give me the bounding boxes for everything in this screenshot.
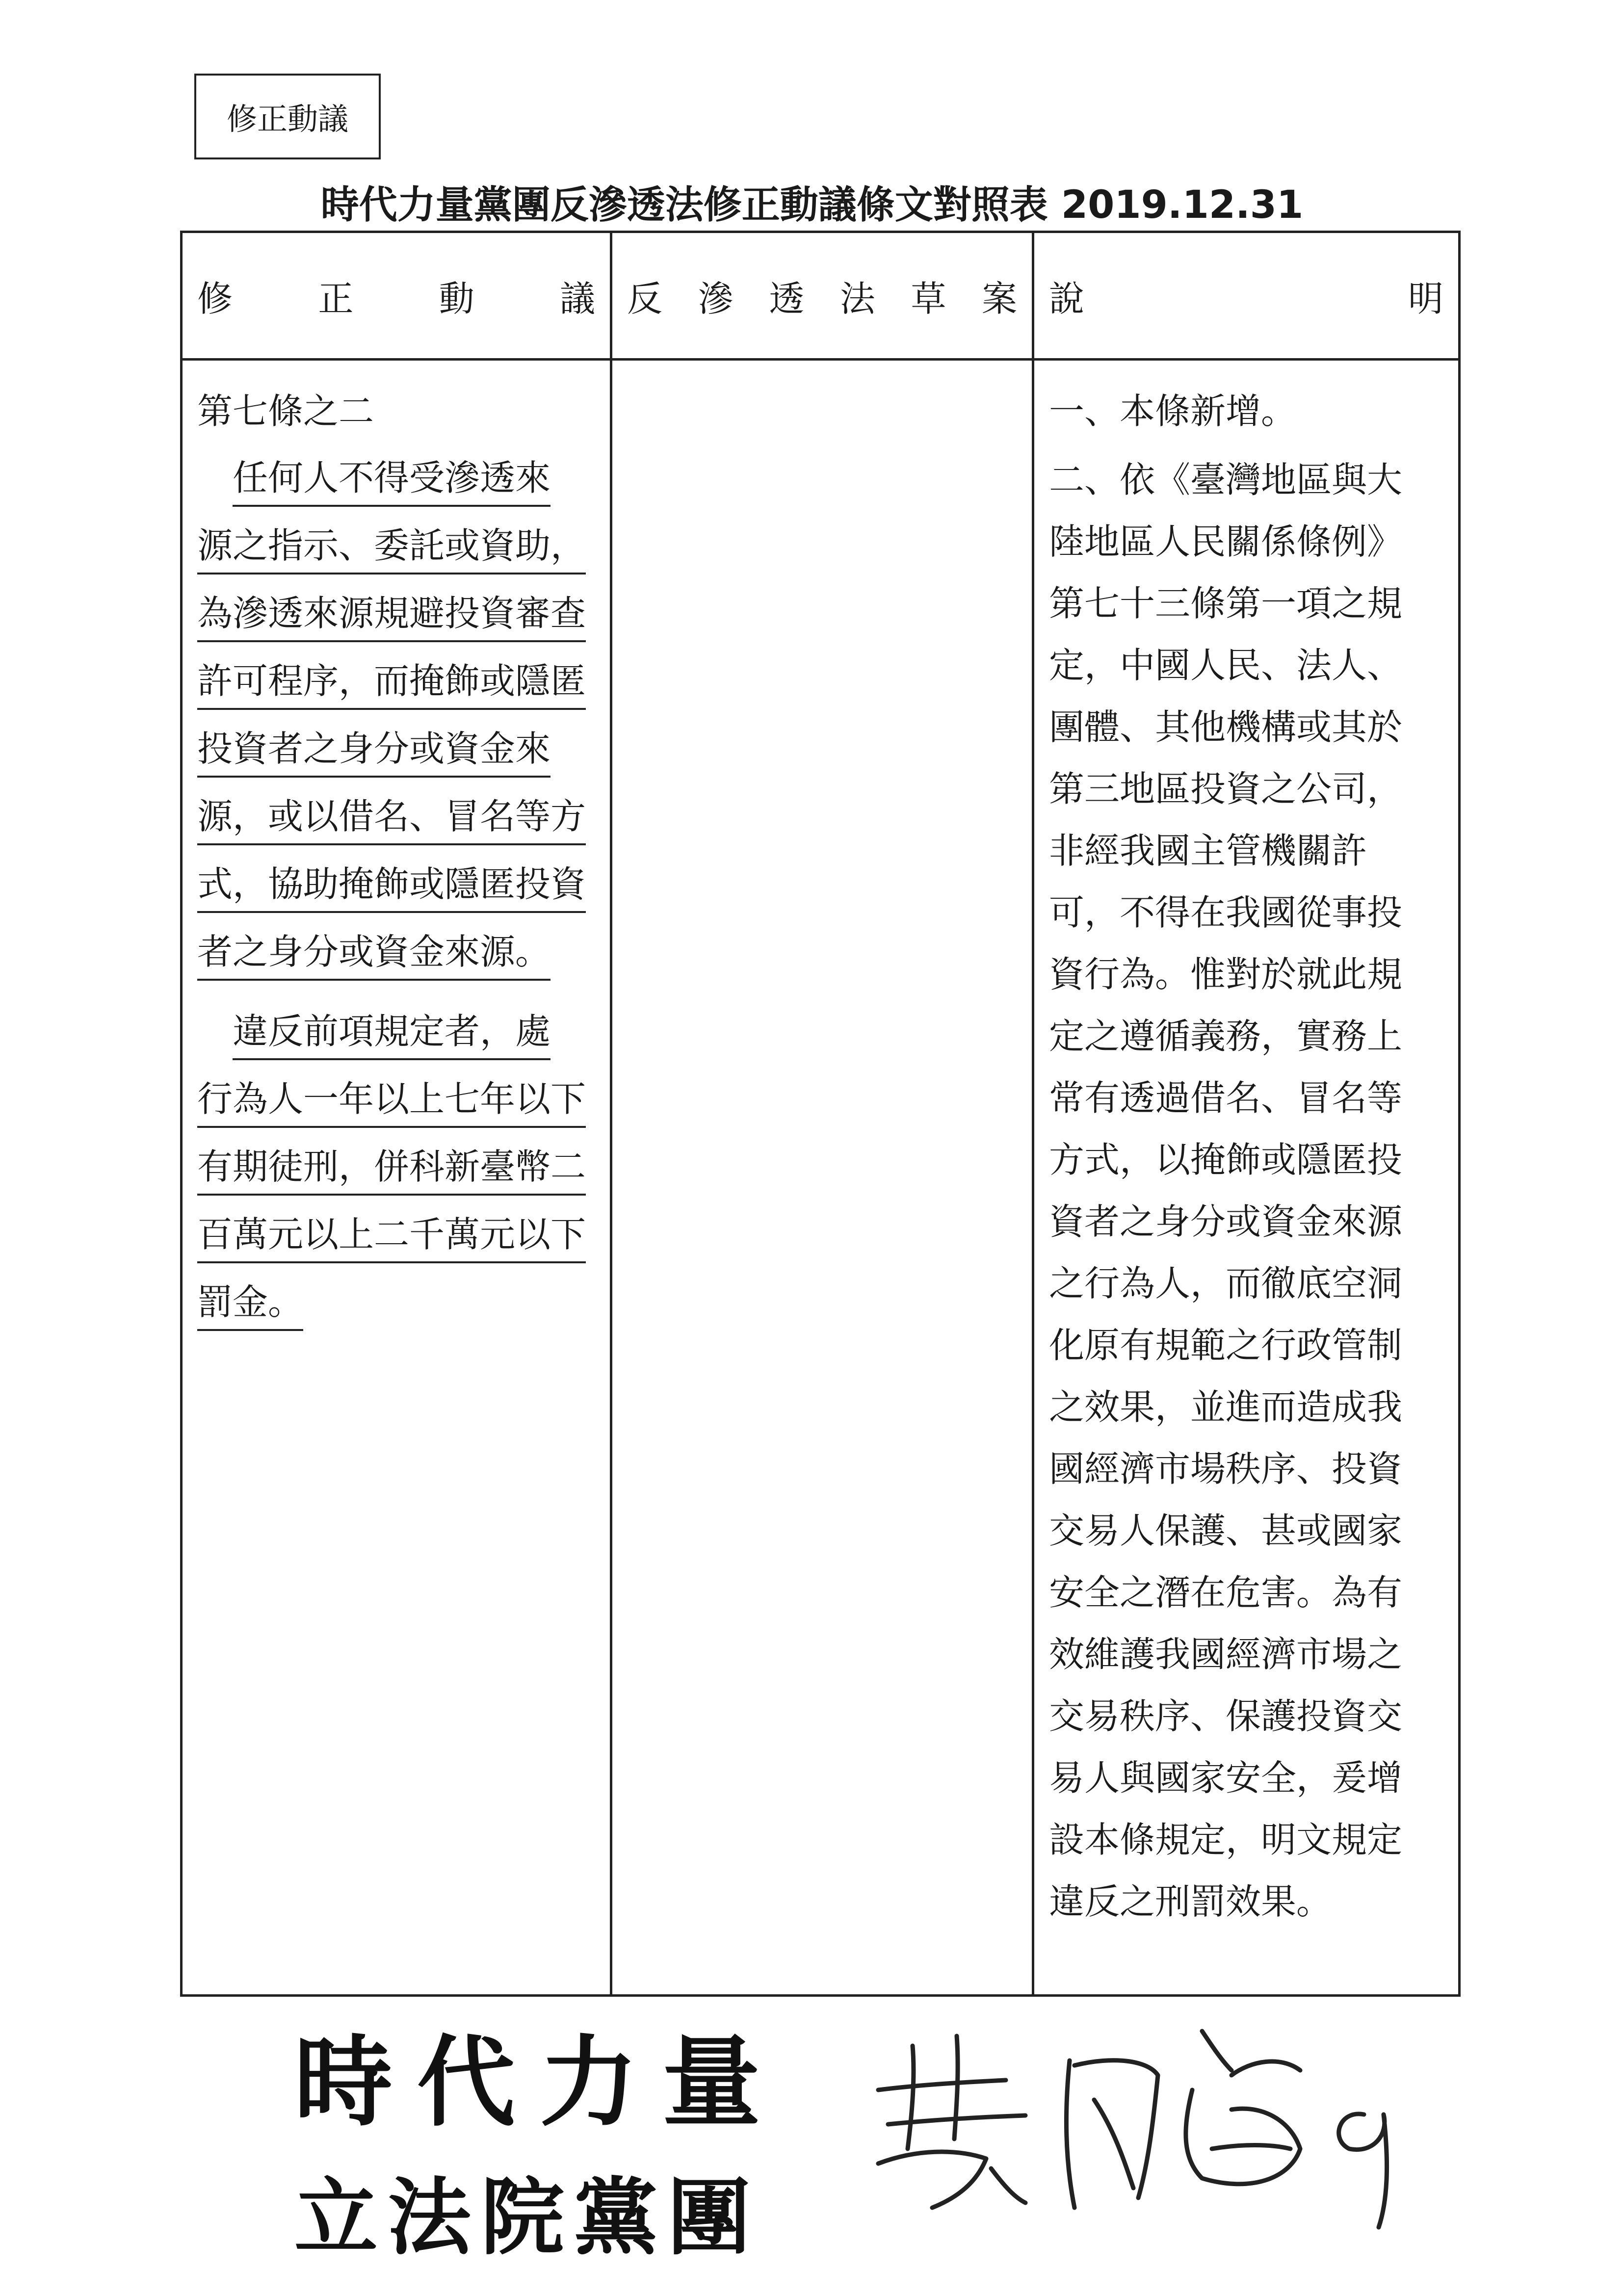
explanation-line: 常有透過借名、冒名等 [1049, 1077, 1403, 1119]
header-char: 透 [769, 278, 805, 319]
table-row [182, 360, 1460, 1996]
explanation-line: 資者之身分或資金來源 [1049, 1201, 1403, 1242]
header-char: 修 [197, 278, 233, 319]
explanation-line: 違反之刑罰效果。 [1049, 1881, 1332, 1922]
explanation-line: 團體、其他機構或其於 [1049, 706, 1403, 748]
draft-cell [611, 360, 1033, 1996]
header-explanation [1033, 232, 1460, 360]
amendment-line: 源之指示、委託或資助， [197, 519, 586, 574]
header-char: 案 [981, 278, 1017, 319]
header-char: 明 [1408, 278, 1443, 319]
header-char: 草 [911, 278, 946, 319]
explanation-line: 之效果，並進而造成我 [1049, 1386, 1403, 1428]
document-title: 時代力量黨團反滲透法修正動議條文對照表 2019.12.31 [320, 183, 1304, 227]
amendment-line: 任何人不得受滲透來 [233, 451, 550, 507]
explanation-line: 化原有規範之行政管制 [1049, 1325, 1403, 1366]
amendment-line: 者之身分或資金來源。 [197, 925, 550, 981]
stamp-line-1: 時代力量 [294, 2025, 786, 2140]
explanation-line: 資行為。惟對於就此規 [1049, 954, 1403, 995]
explanation-line: 第七十三條第一項之規 [1049, 583, 1403, 624]
explanation-line: 設本條規定，明文規定 [1049, 1819, 1403, 1860]
explanation-line: 方式，以掩飾或隱匿投 [1049, 1139, 1403, 1180]
explanation-line: 交易人保護、甚或國家 [1049, 1510, 1403, 1551]
explanation-line: 國經濟市場秩序、投資 [1049, 1448, 1403, 1489]
explanation-line: 陸地區人民關係條例》 [1049, 521, 1403, 562]
header-char: 議 [559, 278, 595, 319]
header-draft [611, 232, 1033, 360]
explanation-line: 定，中國人民、法人、 [1049, 645, 1403, 686]
explanation-item-2 [1049, 449, 1443, 1932]
amendment-line: 為滲透來源規避投資審查 [197, 586, 586, 642]
amendment-line: 行為人一年以上七年以下 [197, 1072, 586, 1128]
amendment-line: 式，協助掩飾或隱匿投資 [197, 857, 586, 913]
party-caucus-stamp [294, 2026, 785, 2271]
explanation-line: 二、依《臺灣地區與大 [1049, 459, 1403, 500]
draft-text [612, 361, 1032, 380]
explanation-line: 效維護我國經濟市場之 [1049, 1634, 1403, 1675]
explanation-line: 易人與國家安全，爰增 [1049, 1757, 1403, 1799]
explanation-line: 之行為人，而徹底空洞 [1049, 1263, 1403, 1304]
header-char: 正 [318, 278, 354, 319]
header-char: 滲 [698, 278, 733, 319]
amendment-paragraph-1 [197, 447, 595, 989]
amendment-cell [182, 360, 611, 1996]
header-char: 法 [839, 278, 875, 319]
explanation-item-1: 一、本條新增。 [1049, 391, 1297, 432]
amendment-line: 百萬元以上二千萬元以下 [197, 1207, 586, 1263]
explanation-line: 交易秩序、保護投資交 [1049, 1696, 1403, 1737]
amendment-line: 源，或以借名、冒名等方 [197, 789, 586, 845]
amendment-paragraph-2 [197, 1000, 595, 1339]
explanation-cell [1033, 360, 1460, 1996]
amendment-line: 許可程序，而掩飾或隱匿 [197, 654, 586, 710]
amendment-line: 有期徒刑，併科新臺幣二 [197, 1140, 586, 1196]
header-char: 動 [439, 278, 474, 319]
table-header-row [182, 232, 1460, 360]
header-amendment [182, 232, 611, 360]
explanation-line: 可，不得在我國從事投 [1049, 892, 1403, 933]
comparison-table [180, 231, 1461, 1997]
article-number: 第七條之二 [197, 391, 374, 432]
explanation-line: 第三地區投資之公司， [1049, 768, 1403, 809]
amendment-line: 投資者之身分或資金來 [197, 722, 550, 778]
header-char: 反 [627, 278, 663, 319]
amendment-line: 違反前項規定者，處 [233, 1004, 550, 1060]
explanation-line: 定之遵循義務，實務上 [1049, 1016, 1403, 1057]
explanation-line: 安全之潛在危害。為有 [1049, 1572, 1403, 1613]
handwritten-signature [859, 2002, 1472, 2237]
header-char: 說 [1049, 278, 1085, 319]
explanation-line: 非經我國主管機關許 [1049, 830, 1367, 871]
document-tag: 修正動議 [194, 74, 381, 159]
amendment-line: 罰金。 [197, 1275, 303, 1331]
stamp-line-2: 立法院黨團 [294, 2168, 761, 2267]
